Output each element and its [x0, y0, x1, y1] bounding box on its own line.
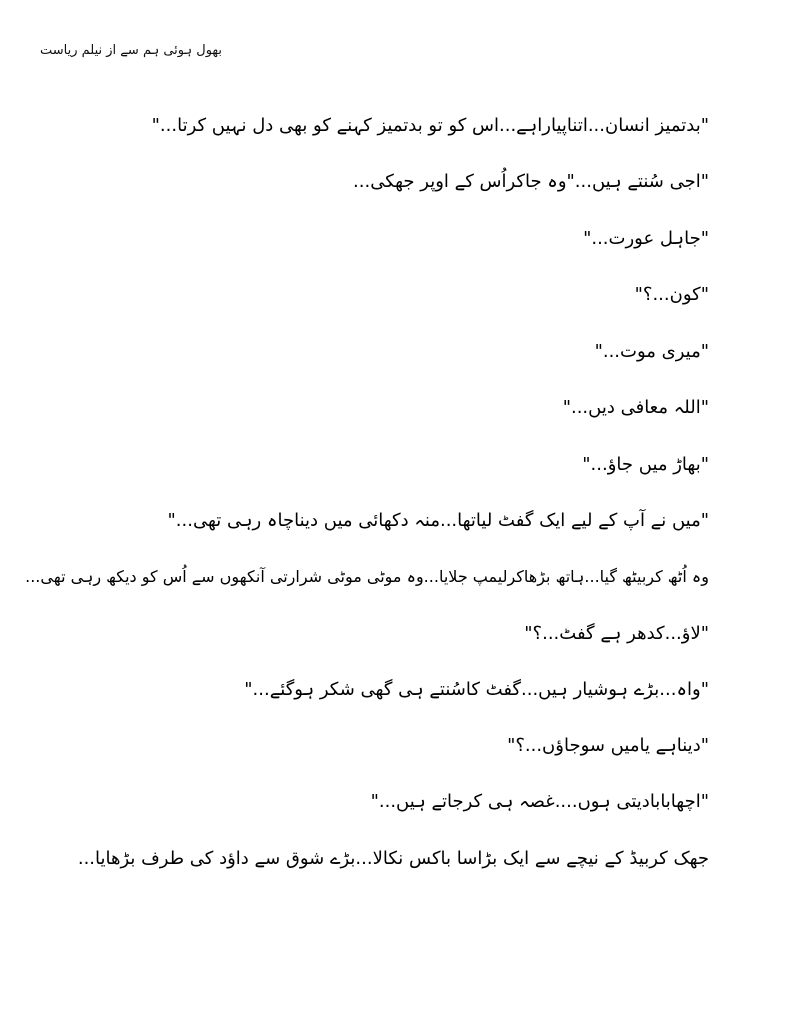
text-line-7: "بھاڑ میں جاؤ..." [582, 454, 709, 475]
page-header: بھول ہوئی ہم سے از نیلم ریاست [40, 43, 223, 58]
text-line-4: "کون...؟" [634, 284, 709, 305]
text-line-13: "اچھابابادیتی ہوں....غصہ ہی کرجاتے ہیں..." [370, 791, 709, 812]
text-line-5: "میری موت..." [594, 341, 709, 362]
text-line-11: "واہ...بڑے ہوشیار ہیں...گفٹ کاسُنتے ہی گھی شکر ہوگئے..." [244, 679, 709, 700]
text-line-14: جھک کربیڈ کے نیچے سے ایک بڑاسا باکس نکالا...بڑے شوق سے داؤد کی طرف بڑھایا... [77, 848, 709, 869]
text-line-1: "بدتمیز انسان...اتناپیاراہے...اس کو تو بدتمیز کہنے کو بھی دل نہیں کرتا..." [151, 115, 709, 136]
text-line-2: "اجی سُنتے ہیں..."وہ جاکراُس کے اوپر جھکی... [353, 171, 709, 192]
text-line-10: "لاؤ...کدھر ہے گفٹ...؟" [524, 623, 709, 644]
text-line-9: وہ اُٹھ کربیٹھ گیا...ہاتھ بڑھاکرلیمپ جلایا...وہ موٹی موٹی شرارتی آنکھوں سے اُس کو دیکھ رہی تھی... [25, 567, 709, 586]
text-line-3: "جاہل عورت..." [583, 228, 709, 249]
text-line-6: "اللہ معافی دیں..." [562, 397, 709, 418]
text-line-12: "دیناہے یامیں سوجاؤں...؟" [507, 735, 709, 756]
text-line-8: "میں نے آپ کے لیے ایک گفٹ لیاتھا...منہ دکھائی میں دیناچاہ رہی تھی..." [167, 510, 709, 531]
